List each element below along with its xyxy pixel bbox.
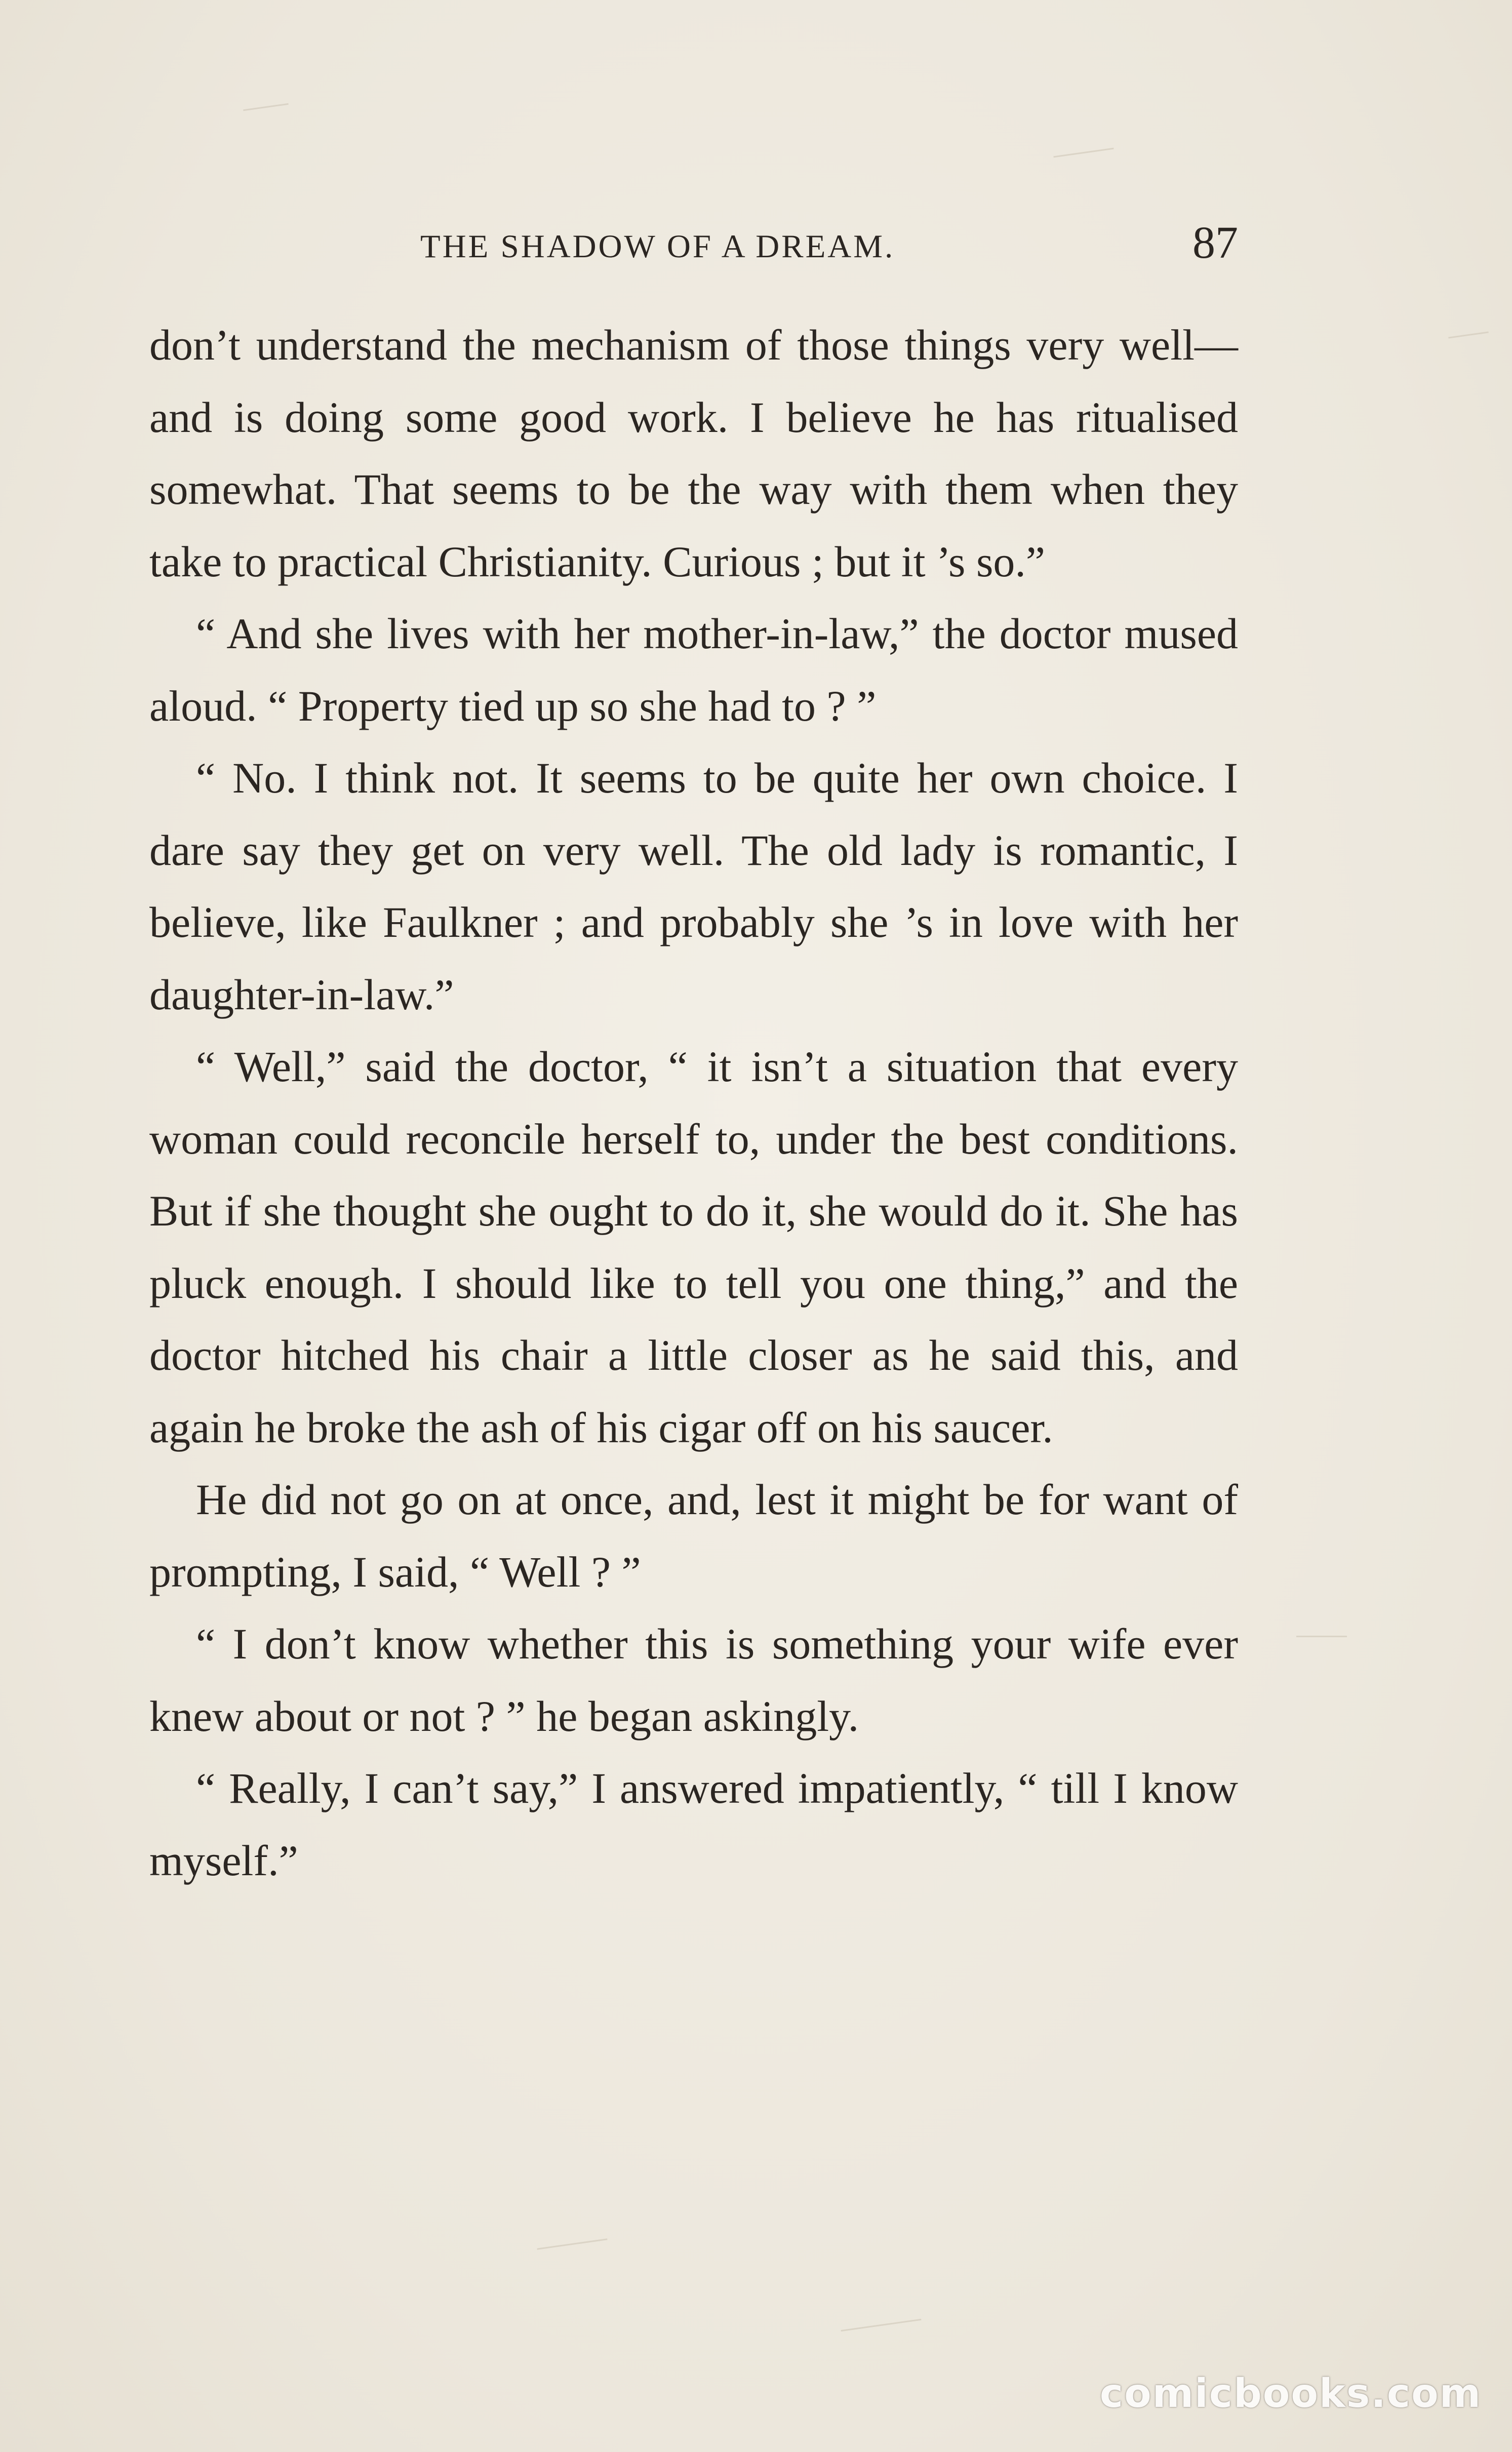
paragraph: He did not go on at once, and, lest it might be for want of prompting, I said, “ Well ? ” [149,1475,1238,1596]
paper-smudge [243,103,289,111]
paper-smudge [1296,1636,1347,1637]
page-number: 87 [1192,218,1238,268]
body-text [149,309,1238,1896]
paragraph: “ Well,” said the doctor, “ it isn’t a situation that every woman could reconcile herself to, under the best conditions. But if she thought she ought to do it, she would do it. She has pluck enough. I should like to tell you one thing,” and the doctor hitched his chair a little closer as he said this, and again he broke the ash of his cigar off on his saucer. [149,1042,1238,1452]
paragraph: “ And she lives with her mother-in-law,” the doctor mused aloud. “ Property tied up so she had to ? ” [149,609,1238,730]
paper-smudge [841,2319,922,2331]
running-head [149,217,1238,278]
paragraph: “ No. I think not. It seems to be quite her own choice. I dare say they get on very well. The old lady is romantic, I believe, like Faulkner ; and probably she ’s in love with her daughter-in-law.” [149,754,1238,1019]
paragraph: “ Really, I can’t say,” I answered impatiently, “ till I know myself.” [149,1764,1238,1885]
paper-smudge [537,2238,607,2249]
running-title: THE SHADOW OF A DREAM. [420,228,895,265]
paper-smudge [1053,148,1113,158]
paragraph: “ I don’t know whether this is something your wife ever knew about or not ? ” he began askingly. [149,1619,1238,1741]
site-watermark: comicbooks.com [1099,2371,1482,2417]
paper-smudge [1448,331,1489,338]
paragraph: don’t understand the mechanism of those things very well—and is doing some good work. I believe he has ritualised somewhat. That seems to be the way with them when they take to practical Christianity. Curious ; but it ’s so.” [149,321,1238,586]
